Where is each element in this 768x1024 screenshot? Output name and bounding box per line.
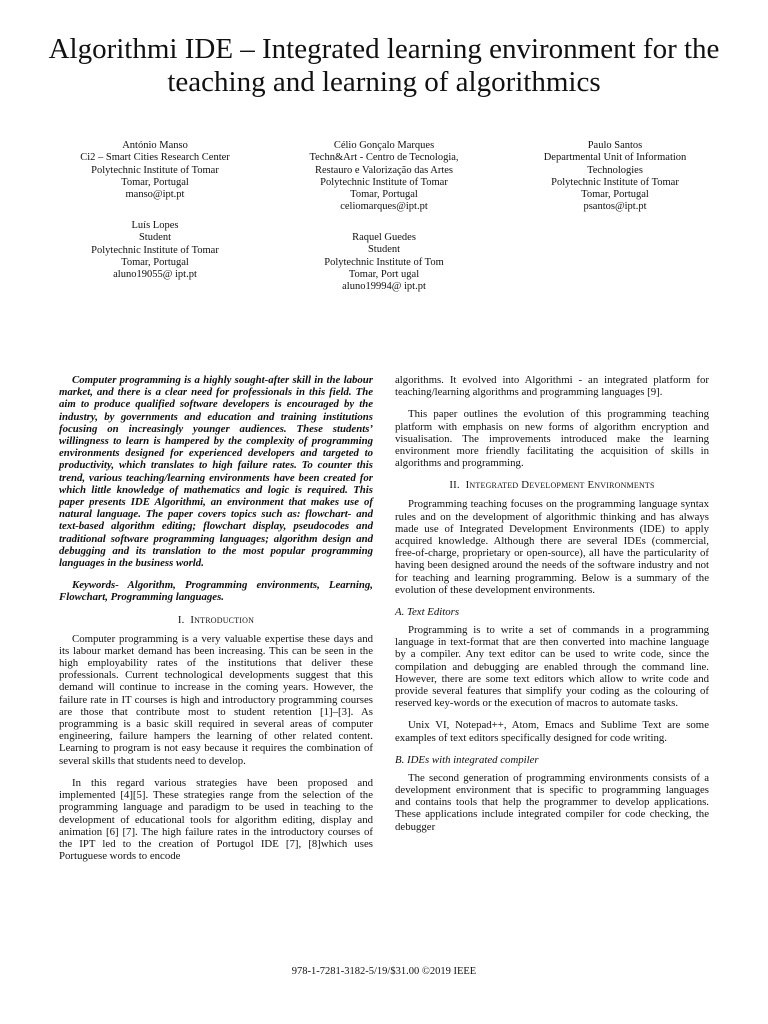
paragraph: algorithms. It evolved into Algorithmi - an integrated platform for teaching/learning algorithms and programming languages [9].: [395, 374, 709, 399]
author-block: [515, 140, 715, 214]
author-line: Restauro e Valorização das Artes: [314, 164, 453, 176]
author-line: António Manso: [122, 140, 188, 151]
author-line: Techn&Art - Centro de Tecnologia,: [309, 152, 459, 164]
author-line: Raquel Guedes: [352, 232, 416, 243]
author-email: aluno19994@ ipt.pt: [342, 281, 426, 293]
section-heading-introduction: [59, 614, 373, 626]
author-email: aluno19055@ ipt.pt: [113, 269, 197, 281]
author-line: Polytechnic Institute of Tomar: [320, 176, 448, 188]
author-line: Student: [367, 244, 401, 256]
paragraph: Computer programming is a very valuable expertise these days and its labour market demand has been increasing. This can be seen in the high employability rates of the institutions that deliver these professionals. Current technological developments suggest that this demand will continue to increase in the coming years. However, the failure rate in IT courses is high and introductory programming courses are those that contribute most to student retention [1]–[3]. As programming is a basic skill required in several areas of computer engineering, failure hampers the learning of other related content. Learning to program is not easy because it requires the combination of several skills that students need to develop.: [59, 632, 373, 767]
author-block: [284, 232, 484, 293]
author-block: [55, 140, 255, 201]
paragraph: This paper outlines the evolution of this programming teaching platform with emphasis on new forms of algorithm encryption and visualisation. The improvements introduced make the learning environment more friendly facilitating the acquisition of skills in algorithms and programming.: [395, 408, 709, 470]
paragraph: In this regard various strategies have been proposed and implemented [4][5]. These strategies range from the selection of the programming language and paradigm to be used in teaching to the development of educational tools for algorithm editing, display and animation [6] [7]. The high failure rates in the introductory courses of the IPT led to the creation of Portugol IDE [7], [8]which uses Portuguese words to encode: [59, 776, 373, 863]
section-title: Integrated Development Environments: [465, 479, 655, 492]
author-block: [284, 140, 484, 214]
author-line: Departmental Unit of Information: [543, 152, 687, 164]
subsection-heading: A. Text Editors: [395, 606, 460, 619]
section-number: II.: [449, 479, 460, 492]
section-heading-ide: [395, 479, 709, 491]
author-line: Polytechnic Institute of Tomar: [551, 176, 679, 188]
right-column: [395, 374, 709, 843]
paragraph: Programming is to write a set of commands in a programming language in text-format that are then converted into machine language by a compiler. Any text editor can be used to write code, since the compilation and debugging are enabled through the command line. However, there are some text editors which allow to write code and provide several features that simplify your coding as the colouring of reserved key-words or the execution of macros to automate tasks.: [395, 624, 709, 710]
author-line: Polytechnic Institute of Tomar: [91, 244, 219, 256]
author-line: Paulo Santos: [587, 140, 643, 151]
author-line: Luís Lopes: [131, 220, 179, 231]
author-line: Tomar, Portugal: [121, 256, 189, 268]
author-line: Technologies: [587, 164, 643, 176]
author-email: celiomarques@ipt.pt: [340, 201, 428, 213]
author-line: Célio Gonçalo Marques: [333, 140, 435, 151]
left-column: [59, 374, 373, 872]
author-line: Tomar, Port ugal: [348, 268, 420, 280]
keywords: Keywords- Algorithm, Programming environments, Learning, Flowchart, Programming languages.: [59, 579, 373, 604]
author-line: Tomar, Portugal: [121, 176, 189, 188]
author-line: Student: [138, 232, 172, 244]
author-block: [55, 220, 255, 281]
subsection-heading: B. IDEs with integrated compiler: [395, 753, 539, 766]
paragraph: Programming teaching focuses on the programming language syntax rules and on the development of algorithmic thinking and has always made use of Integrated Development Environments (IDE) to apply acquired knowledge. Although there are several IDEs (commercial, free-of-charge, proprietary or open-source), all have the particularity of having been designed around the needs of the software industry and not for teaching and learning programming. Below is a summary of the evolution of these development environments.: [395, 498, 709, 596]
copyright-footer: 978-1-7281-3182-5/19/$31.00 ©2019 IEEE: [291, 966, 477, 977]
author-email: psantos@ipt.pt: [583, 201, 647, 213]
abstract: Computer programming is a highly sought-after skill in the labour market, and there is a clear need for professionals in this field. The aim to produce qualified software developers is encouraged by the industry, by governments and education and training institutions focusing on increasingly younger audiences. These students’ willingness to learn is hampered by the complexity of programming environments designed for experienced developers and targeted to productivity, which translates to high failure rates. To counter this trend, various teaching/learning environments have been created for which little knowledge of mathematics and logic is required. This paper presents IDE Algorithmi, an environment that makes use of natural language. The paper covers topics such as: flowchart- and text-based algorithm editing; flowchart display, pseudocodes and traditional software programming languages; algorithm design and debugging and its translation to the most popular programming languages in the business world.: [59, 374, 373, 570]
author-email: manso@ipt.pt: [125, 189, 185, 201]
author-line: Tomar, Portugal: [350, 189, 418, 201]
author-line: Polytechnic Institute of Tomar: [91, 164, 219, 176]
author-line: Ci2 – Smart Cities Research Center: [80, 152, 230, 164]
paragraph: Unix VI, Notepad++, Atom, Emacs and Sublime Text are some examples of text editors specifically designed for code writing.: [395, 719, 709, 744]
section-number: I.: [177, 613, 185, 626]
author-line: Tomar, Portugal: [581, 189, 649, 201]
section-title: Introduction: [190, 613, 255, 626]
paragraph: The second generation of programming environments consists of a development environment that is specific to programming languages and contains tools that help the programmer to develop applications. These applications include integrated compiler for code checking, the debugger: [395, 771, 709, 833]
paper-title: Algorithmi IDE – Integrated learning environment for the teaching and learning of algorithmics: [48, 33, 720, 98]
author-line: Polytechnic Institute of Tom: [324, 256, 444, 268]
